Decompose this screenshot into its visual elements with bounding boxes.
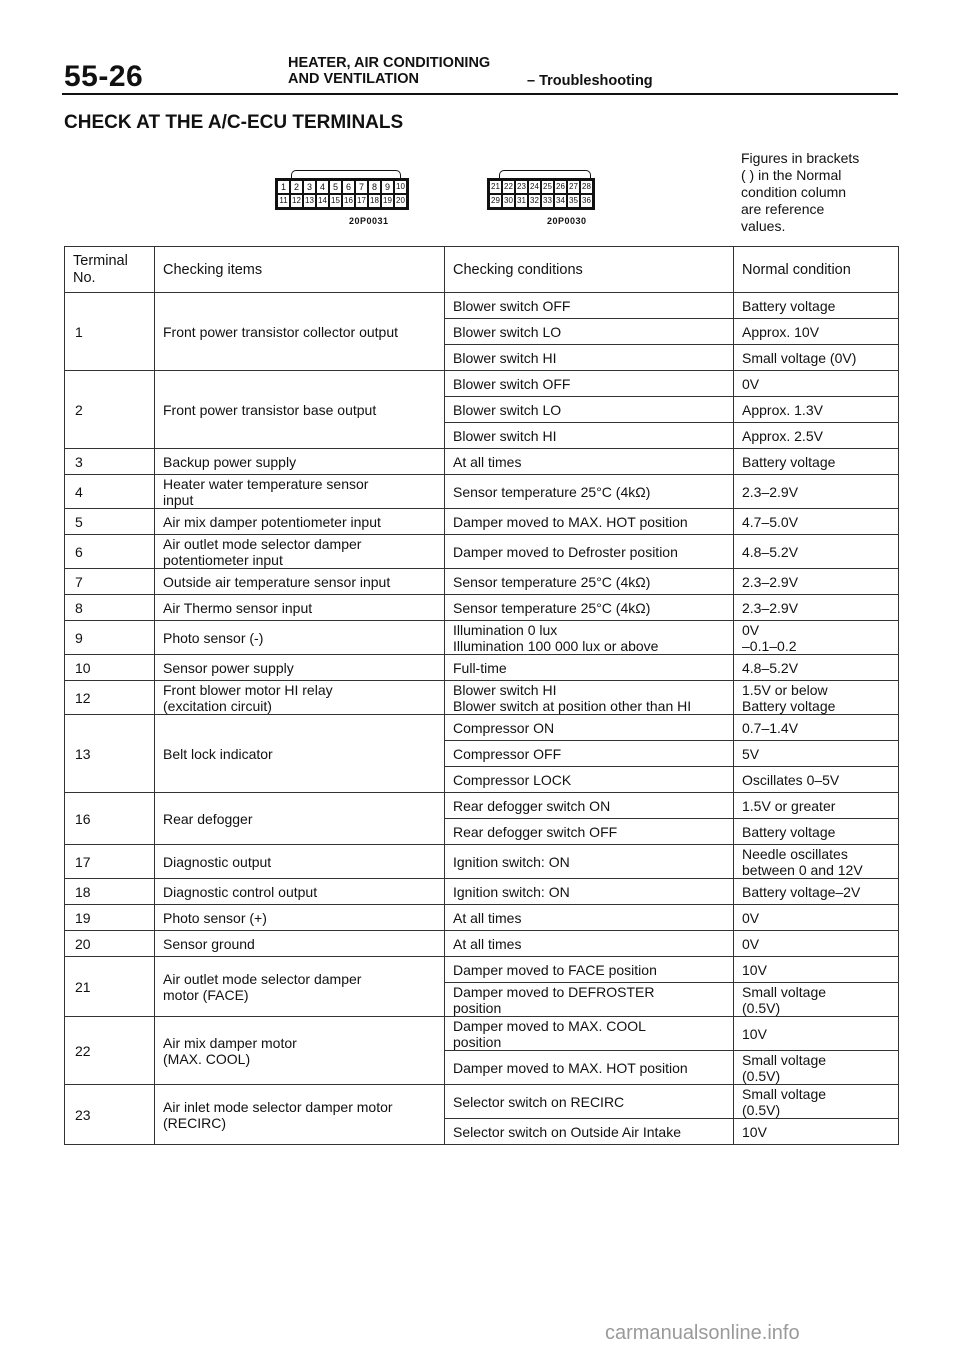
connector-pin: 12	[290, 194, 303, 208]
connector-latch	[499, 170, 591, 178]
checking-item: Belt lock indicator	[155, 715, 445, 793]
table-row	[65, 681, 899, 715]
checking-item: Sensor power supply	[155, 655, 445, 681]
header-checking-conditions: Checking conditions	[445, 247, 734, 293]
terminal-number: 9	[65, 621, 155, 655]
connector-body	[487, 178, 595, 210]
table-row	[65, 845, 899, 879]
checking-condition: Ignition switch: ON	[445, 845, 734, 879]
terminal-number: 2	[65, 371, 155, 449]
checking-condition: Blower switch OFF	[445, 293, 734, 319]
checking-condition: Blower switch OFF	[445, 371, 734, 397]
table-row	[65, 1085, 899, 1119]
checking-condition: Blower switch LO	[445, 397, 734, 423]
terminal-number: 13	[65, 715, 155, 793]
watermark: carmanualsonline.info	[605, 1322, 800, 1344]
connector-pin: 19	[381, 194, 394, 208]
normal-condition: Battery voltage	[734, 293, 899, 319]
terminal-number: 21	[65, 957, 155, 1017]
terminal-number: 8	[65, 595, 155, 621]
terminal-number: 20	[65, 931, 155, 957]
terminal-number: 22	[65, 1017, 155, 1085]
checking-item: Air outlet mode selector damper motor (FACE)	[155, 957, 445, 1017]
normal-condition: Small voltage (0V)	[734, 345, 899, 371]
normal-condition: 2.3–2.9V	[734, 475, 899, 509]
normal-condition: 10V	[734, 1017, 899, 1051]
connector-code: 20P0030	[547, 216, 587, 226]
header-terminal-no: Terminal No.	[65, 247, 155, 293]
normal-condition: 2.3–2.9V	[734, 595, 899, 621]
connector-pin: 10	[394, 180, 407, 194]
table-row	[65, 715, 899, 741]
checking-condition: Compressor ON	[445, 715, 734, 741]
checking-condition: Blower switch HI	[445, 345, 734, 371]
normal-condition: 4.8–5.2V	[734, 655, 899, 681]
terminal-number: 23	[65, 1085, 155, 1145]
table-row	[65, 957, 899, 983]
checking-condition: At all times	[445, 905, 734, 931]
connector-pin: 14	[316, 194, 329, 208]
connector-pin: 26	[554, 180, 567, 194]
normal-condition: 0.7–1.4V	[734, 715, 899, 741]
connector-pin: 7	[355, 180, 368, 194]
table-row	[65, 535, 899, 569]
table-row	[65, 931, 899, 957]
checking-item: Rear defogger	[155, 793, 445, 845]
checking-condition: Blower switch LO	[445, 319, 734, 345]
terminal-number: 17	[65, 845, 155, 879]
header-normal-condition: Normal condition	[734, 247, 899, 293]
terminal-number: 3	[65, 449, 155, 475]
normal-condition: 1.5V or greater	[734, 793, 899, 819]
checking-condition: Damper moved to MAX. HOT position	[445, 1051, 734, 1085]
checking-item: Photo sensor (-)	[155, 621, 445, 655]
table-row	[65, 655, 899, 681]
checking-item: Photo sensor (+)	[155, 905, 445, 931]
checking-item: Heater water temperature sensor input	[155, 475, 445, 509]
checking-condition: Compressor OFF	[445, 741, 734, 767]
normal-condition: 4.8–5.2V	[734, 535, 899, 569]
connector-pin: 4	[316, 180, 329, 194]
connector-pin: 20	[394, 194, 407, 208]
table-row	[65, 1017, 899, 1051]
normal-condition: 1.5V or below Battery voltage	[734, 681, 899, 715]
checking-condition: Damper moved to MAX. HOT position	[445, 509, 734, 535]
table-row	[65, 905, 899, 931]
connector-pin: 1	[277, 180, 290, 194]
connector-pin: 24	[528, 180, 541, 194]
connector-pin: 33	[541, 194, 554, 208]
connector-pin: 28	[580, 180, 593, 194]
table-row	[65, 793, 899, 819]
connector-pin: 21	[489, 180, 502, 194]
connector-pin: 27	[567, 180, 580, 194]
connector-code: 20P0031	[349, 216, 389, 226]
terminal-number: 1	[65, 293, 155, 371]
connector-pin: 22	[502, 180, 515, 194]
normal-condition: Small voltage (0.5V)	[734, 983, 899, 1017]
checking-condition: Blower switch HI	[445, 423, 734, 449]
connector-pin: 3	[303, 180, 316, 194]
terminal-number: 4	[65, 475, 155, 509]
connector-pin: 15	[329, 194, 342, 208]
checking-condition: At all times	[445, 931, 734, 957]
header-checking-items: Checking items	[155, 247, 445, 293]
connector-pin: 2	[290, 180, 303, 194]
page-heading: CHECK AT THE A/C-ECU TERMINALS	[64, 112, 404, 133]
connector-body	[275, 178, 409, 210]
checking-item: Diagnostic control output	[155, 879, 445, 905]
checking-item: Air outlet mode selector damper potentiometer input	[155, 535, 445, 569]
connector-pin: 13	[303, 194, 316, 208]
bracket-note: Figures in brackets ( ) in the Normal condition column are reference values.	[741, 150, 860, 234]
normal-condition: 5V	[734, 741, 899, 767]
connector-pin-row	[489, 194, 593, 208]
normal-condition: 0V	[734, 905, 899, 931]
connector-latch	[291, 170, 401, 178]
connector-pin: 5	[329, 180, 342, 194]
checking-condition: Damper moved to MAX. COOL position	[445, 1017, 734, 1051]
page-number: 55-26	[64, 60, 144, 93]
connector-pin: 32	[528, 194, 541, 208]
terminal-number: 6	[65, 535, 155, 569]
connector-pin-row	[277, 180, 407, 194]
normal-condition: 4.7–5.0V	[734, 509, 899, 535]
checking-condition: Full-time	[445, 655, 734, 681]
table-row	[65, 569, 899, 595]
checking-item: Front power transistor base output	[155, 371, 445, 449]
terminal-number: 12	[65, 681, 155, 715]
terminal-number: 10	[65, 655, 155, 681]
connector-pin: 16	[342, 194, 355, 208]
terminal-number: 19	[65, 905, 155, 931]
terminal-number: 18	[65, 879, 155, 905]
connector-pin-row	[489, 180, 593, 194]
normal-condition: Needle oscillates between 0 and 12V	[734, 845, 899, 879]
connector-pin: 23	[515, 180, 528, 194]
normal-condition: 10V	[734, 1119, 899, 1145]
table-row	[65, 509, 899, 535]
checking-condition: Selector switch on RECIRC	[445, 1085, 734, 1119]
connector-pin: 17	[355, 194, 368, 208]
normal-condition: Small voltage (0.5V)	[734, 1085, 899, 1119]
normal-condition: Approx. 10V	[734, 319, 899, 345]
connector-pin: 35	[567, 194, 580, 208]
terminal-number: 16	[65, 793, 155, 845]
table-row	[65, 475, 899, 509]
checking-condition: Blower switch HI Blower switch at position other than HI	[445, 681, 734, 715]
connector-pin: 6	[342, 180, 355, 194]
normal-condition: 10V	[734, 957, 899, 983]
checking-condition: Sensor temperature 25°C (4kΩ)	[445, 569, 734, 595]
checking-item: Front power transistor collector output	[155, 293, 445, 371]
connector-pin: 11	[277, 194, 290, 208]
table-row	[65, 293, 899, 319]
table-row	[65, 371, 899, 397]
terminal-table	[64, 246, 899, 1145]
connector-pin-row	[277, 194, 407, 208]
checking-condition: Damper moved to FACE position	[445, 957, 734, 983]
connector-pin: 29	[489, 194, 502, 208]
header-section: – Troubleshooting	[527, 73, 653, 89]
normal-condition: Approx. 1.3V	[734, 397, 899, 423]
checking-item: Backup power supply	[155, 449, 445, 475]
checking-condition: Sensor temperature 25°C (4kΩ)	[445, 475, 734, 509]
checking-item: Diagnostic output	[155, 845, 445, 879]
checking-condition: At all times	[445, 449, 734, 475]
normal-condition: Oscillates 0–5V	[734, 767, 899, 793]
checking-condition: Damper moved to Defroster position	[445, 535, 734, 569]
terminal-number: 7	[65, 569, 155, 595]
connector-pin: 18	[368, 194, 381, 208]
checking-condition: Rear defogger switch OFF	[445, 819, 734, 845]
normal-condition: Battery voltage	[734, 819, 899, 845]
checking-condition: Rear defogger switch ON	[445, 793, 734, 819]
connector-pin: 30	[502, 194, 515, 208]
table-row	[65, 621, 899, 655]
normal-condition: 2.3–2.9V	[734, 569, 899, 595]
normal-condition: Approx. 2.5V	[734, 423, 899, 449]
checking-item: Air mix damper potentiometer input	[155, 509, 445, 535]
checking-condition: Illumination 0 lux Illumination 100 000 lux or above	[445, 621, 734, 655]
connector-pin: 34	[554, 194, 567, 208]
checking-item: Front blower motor HI relay (excitation circuit)	[155, 681, 445, 715]
normal-condition: 0V –0.1–0.2	[734, 621, 899, 655]
checking-item: Outside air temperature sensor input	[155, 569, 445, 595]
header-title: HEATER, AIR CONDITIONING AND VENTILATION	[288, 55, 491, 87]
connector-pin: 8	[368, 180, 381, 194]
table-row	[65, 449, 899, 475]
header-rule	[62, 93, 898, 95]
checking-condition: Sensor temperature 25°C (4kΩ)	[445, 595, 734, 621]
checking-item: Air inlet mode selector damper motor (RECIRC)	[155, 1085, 445, 1145]
table-header-row	[65, 247, 899, 293]
normal-condition: Small voltage (0.5V)	[734, 1051, 899, 1085]
table-row	[65, 879, 899, 905]
normal-condition: Battery voltage–2V	[734, 879, 899, 905]
checking-item: Sensor ground	[155, 931, 445, 957]
checking-condition: Ignition switch: ON	[445, 879, 734, 905]
terminal-number: 5	[65, 509, 155, 535]
normal-condition: 0V	[734, 371, 899, 397]
checking-item: Air Thermo sensor input	[155, 595, 445, 621]
checking-item: Air mix damper motor (MAX. COOL)	[155, 1017, 445, 1085]
connector-pin: 9	[381, 180, 394, 194]
normal-condition: 0V	[734, 931, 899, 957]
connector-pin: 25	[541, 180, 554, 194]
checking-condition: Damper moved to DEFROSTER position	[445, 983, 734, 1017]
table-row	[65, 595, 899, 621]
normal-condition: Battery voltage	[734, 449, 899, 475]
checking-condition: Selector switch on Outside Air Intake	[445, 1119, 734, 1145]
connector-pin: 36	[580, 194, 593, 208]
connector-pin: 31	[515, 194, 528, 208]
checking-condition: Compressor LOCK	[445, 767, 734, 793]
